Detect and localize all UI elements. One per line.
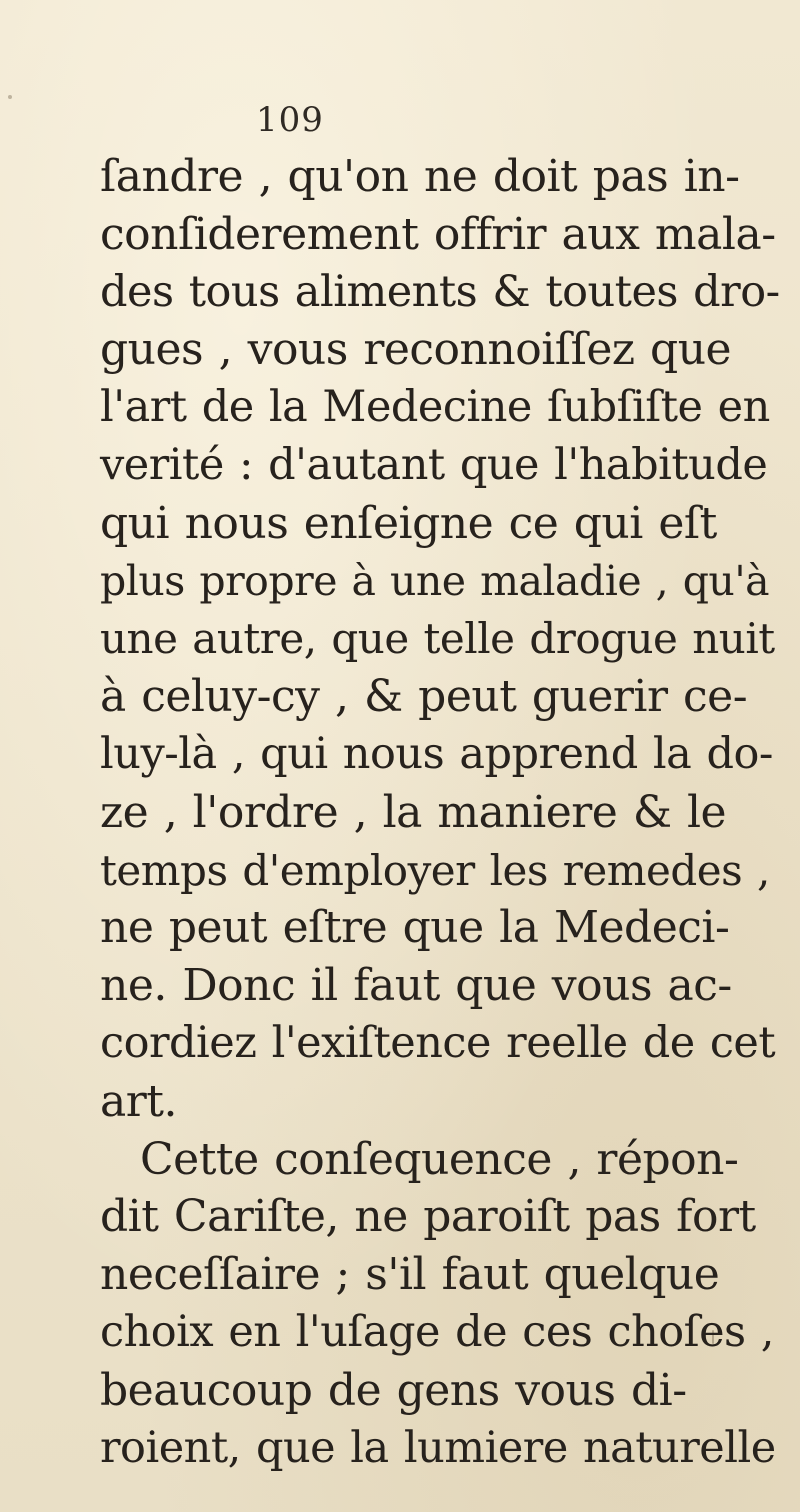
text-line: ne. Donc il faut que vous ac- bbox=[100, 960, 732, 1012]
text-line: cordiez l'exiſtence reelle de cet bbox=[100, 1017, 776, 1068]
text-line: choix en l'uſage de ces choſes , bbox=[100, 1306, 774, 1357]
text-line: dit Cariſte, ne paroiſt pas fort bbox=[100, 1191, 756, 1243]
text-line: qui nous enſeigne ce qui eſt bbox=[100, 497, 717, 549]
paragraph-start-line: Cette conſequence , répon- bbox=[140, 1133, 739, 1185]
text-line: à celuy-cy , & peut guerir ce- bbox=[100, 671, 748, 723]
text-line: l'art de la Medecine ſubſiſte en bbox=[100, 382, 770, 433]
page-text bbox=[100, 148, 780, 1477]
text-line: neceſſaire ; s'il faut quelque bbox=[100, 1249, 720, 1301]
text-line: temps d'employer les remedes , bbox=[100, 845, 770, 895]
text-line: plus propre à une maladie , qu'à bbox=[100, 556, 770, 605]
paper-speck bbox=[8, 95, 12, 99]
text-line: roient, que la lumiere naturelle bbox=[100, 1422, 776, 1473]
text-line: conſiderement offrir aux mala- bbox=[100, 208, 776, 260]
text-line: une autre, que telle drogue nuit bbox=[100, 614, 775, 664]
text-line: art. bbox=[100, 1075, 177, 1127]
page-number: 109 bbox=[256, 100, 324, 140]
text-line: ne peut eſtre que la Medeci- bbox=[100, 902, 730, 954]
text-line: des tous aliments & toutes dro- bbox=[100, 266, 780, 317]
text-line: ze , l'ordre , la maniere & le bbox=[100, 786, 727, 838]
text-line: ſandre , qu'on ne doit pas in- bbox=[100, 151, 740, 202]
text-line: verité : d'autant que l'habitude bbox=[100, 439, 768, 490]
text-line: beaucoup de gens vous di- bbox=[100, 1364, 687, 1416]
text-line: gues , vous reconnoiſſez que bbox=[100, 324, 732, 376]
text-line: luy-là , qui nous apprend la do- bbox=[100, 728, 773, 779]
